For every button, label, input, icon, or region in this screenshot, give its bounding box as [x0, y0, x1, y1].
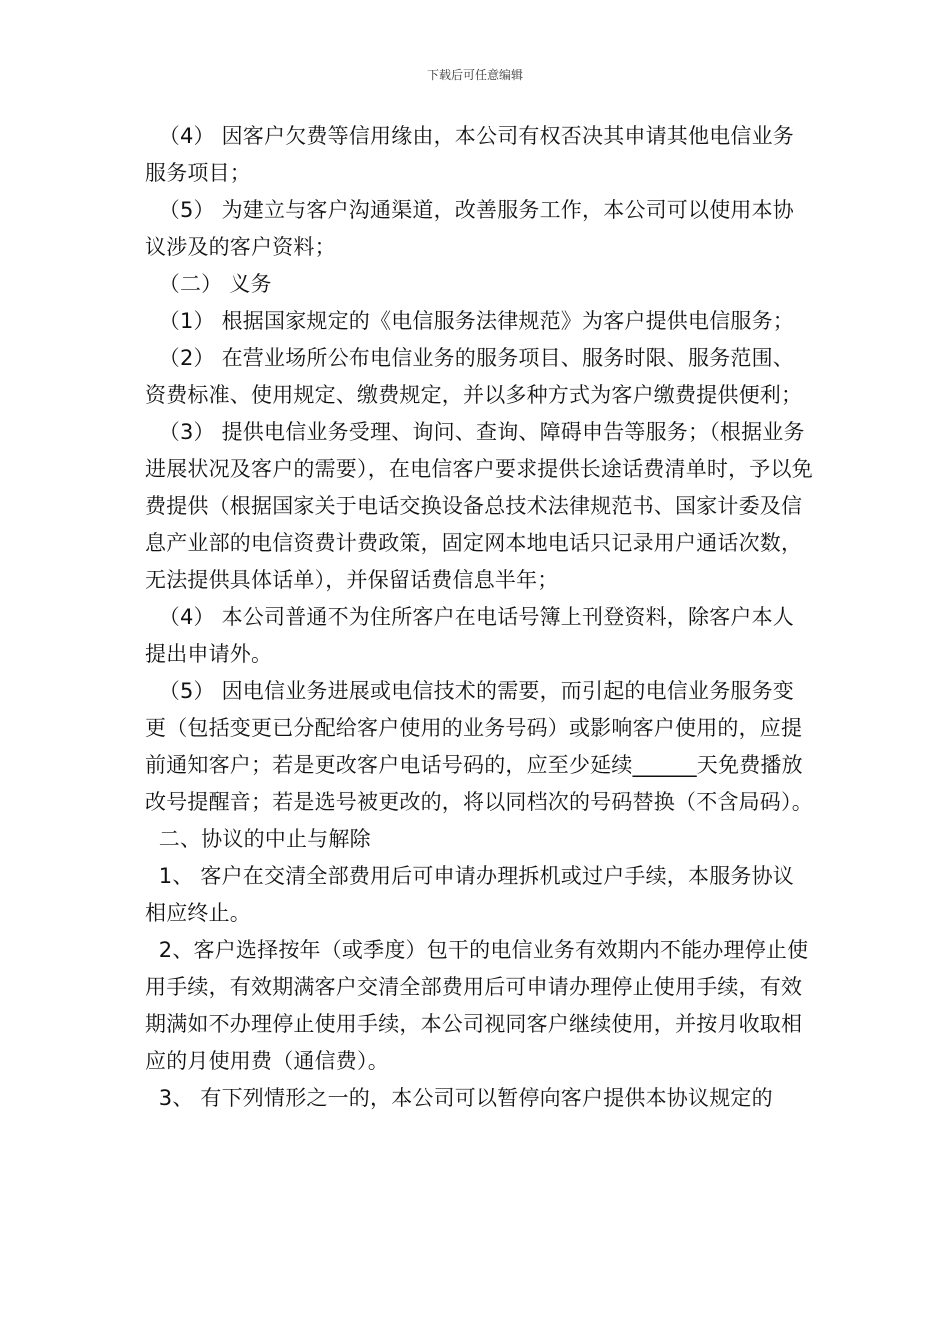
paragraph-termination-3: 3、 有下列情形之一的，本公司可以暂停向客户提供本协议规定的 — [145, 1086, 773, 1110]
section-heading-obligations: （二） 义务 — [145, 272, 272, 296]
paragraph-obligations-3: （3） 提供电信业务受理、询问、查询、障碍申告等服务；（根据业务进展状况及客户的需要），在电信客户要求提供长途话费清单时，予以免费提供（根据国家关于电话交换设备总技术法律规范书、国家计委及信息产业部的电信资费计费政策，固定网本地电话只记录用户通话次数，无法提供具体话单），并保留话费信息半年； — [145, 420, 813, 592]
page-header: 下载后可任意编辑 — [426, 68, 523, 82]
section-heading-termination: 二、协议的中止与解除 — [145, 827, 371, 851]
paragraph-obligations-2: （2） 在营业场所公布电信业务的服务项目、服务时限、服务范围、资费标准、使用规定、缴费规定，并以多种方式为客户缴费提供便利； — [145, 346, 803, 407]
paragraph-rights-4: （4） 因客户欠费等信用缘由，本公司有权否决其申请其他电信业务服务项目； — [145, 124, 794, 185]
paragraph-termination-2: 2、客户选择按年（或季度）包干的电信业务有效期内不能办理停止使用手续，有效期满客户交清全部费用后可申请办理停止使用手续，有效期满如不办理停止使用手续，本公司视同客户继续使用，并按月收取相应的月使用费（通信费）。 — [145, 938, 809, 1073]
document-body — [145, 118, 813, 1117]
paragraph-obligations-5: （5） 因电信业务进展或电信技术的需要，而引起的电信业务服务变更（包括变更已分配给客户使用的业务号码）或影响客户使用的，应提前通知客户；若是更改客户电话号码的，应至少延续______天免费播放改号提醒音；若是选号被更改的，将以同档次的号码替换（不含局码）。 — [145, 679, 813, 814]
paragraph-termination-1: 1、 客户在交清全部费用后可申请办理拆机或过户手续，本服务协议相应终止。 — [145, 864, 794, 925]
paragraph-obligations-1: （1） 根据国家规定的《电信服务法律规范》为客户提供电信服务； — [145, 309, 794, 333]
paragraph-obligations-4: （4） 本公司普通不为住所客户在电话号簿上刊登资料，除客户本人提出申请外。 — [145, 605, 794, 666]
paragraph-rights-5: （5） 为建立与客户沟通渠道，改善服务工作，本公司可以使用本协议涉及的客户资料； — [145, 198, 794, 259]
